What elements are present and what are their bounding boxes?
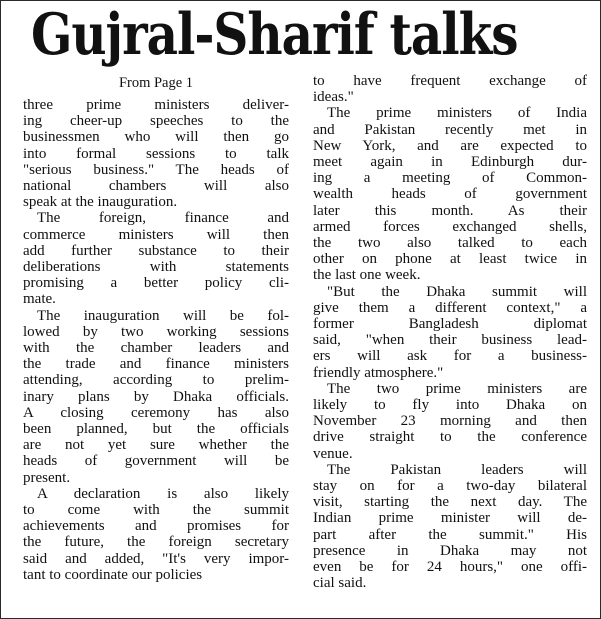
text-line: the last one week. <box>313 267 421 284</box>
text-line: presence in Dhaka may not <box>313 542 587 559</box>
text-line: cial said. <box>313 575 367 592</box>
text-line: The Pakistan leaders will <box>327 461 587 478</box>
text-line: stay on for a two-day bilateral <box>313 478 587 495</box>
text-line: former Bangladesh diplomat <box>313 316 587 333</box>
article-paragraph <box>23 486 289 583</box>
article-paragraph <box>23 97 289 210</box>
text-line: friendly atmosphere." <box>313 364 444 381</box>
text-line: The two prime ministers are <box>327 380 587 397</box>
text-line: wealth heads of government <box>313 186 587 203</box>
text-line: ing cheer-up speeches to the <box>23 113 289 130</box>
text-line: even be for 24 hours," one offi- <box>313 559 587 576</box>
text-line: deliberations with statements <box>23 259 289 276</box>
text-line: inary plans by Dhaka officials. <box>23 388 289 405</box>
text-line: with the chamber leaders and <box>23 340 289 357</box>
text-line: heads of government will be <box>23 453 289 470</box>
text-line: to come with the summit <box>23 502 289 519</box>
text-line: to have frequent exchange of <box>313 73 587 89</box>
continued-from-label: From Page 1 <box>118 75 194 91</box>
text-line: present. <box>23 469 71 486</box>
text-line: speak at the inauguration. <box>23 194 178 211</box>
text-line: The inauguration will be fol- <box>37 307 289 324</box>
article-paragraph <box>23 210 289 307</box>
text-line: "serious business." The heads of <box>23 161 289 178</box>
text-line: meet again in Edinburgh dur- <box>313 154 587 171</box>
article-column-left <box>23 73 289 583</box>
text-line: been planned, but the officials <box>23 421 289 438</box>
text-line: national chambers will also <box>23 178 289 195</box>
text-line: Indian prime minister will de- <box>313 510 587 527</box>
text-line: The prime ministers of India <box>327 105 587 122</box>
text-line: ing a meeting of Common- <box>313 170 587 187</box>
text-line: promising a better policy cli- <box>23 275 289 292</box>
text-line: are not yet sure whether the <box>23 437 289 454</box>
article-paragraph <box>23 308 289 486</box>
text-line: and Pakistan recently met in <box>313 121 587 138</box>
headline: Gujral-Sharif talks <box>31 1 518 68</box>
text-line: businessmen who will then go <box>23 129 289 146</box>
text-line: A closing ceremony has also <box>23 404 289 421</box>
text-line: venue. <box>313 445 353 462</box>
text-line: drive straight to the conference <box>313 429 587 446</box>
text-line: "But the Dhaka summit will <box>327 283 587 300</box>
text-line: the future, the foreign secretary <box>23 534 289 551</box>
text-line: A declaration is also likely <box>37 485 289 502</box>
text-line: mate. <box>23 291 56 308</box>
text-line: lowed by two working sessions <box>23 323 289 340</box>
text-line: attending, according to prelim- <box>23 372 289 389</box>
text-line: The foreign, finance and <box>37 210 289 227</box>
text-line: other on phone at least twice in <box>313 251 587 268</box>
text-line: New York, and are expected to <box>313 137 587 154</box>
text-line: add further substance to their <box>23 242 289 259</box>
text-line: armed forces exchanged shells, <box>313 218 587 235</box>
article-paragraph <box>313 381 587 462</box>
text-line: the trade and finance ministers <box>23 356 289 373</box>
text-line: said and added, "It's very impor- <box>23 550 289 567</box>
text-line: ers will ask for a business- <box>313 348 587 365</box>
text-line: tant to coordinate our policies <box>23 566 203 583</box>
text-line: into formal sessions to talk <box>23 145 289 162</box>
text-line: part after the summit." His <box>313 526 587 543</box>
article-paragraph <box>313 462 587 592</box>
article-paragraph <box>313 73 587 105</box>
text-line: three prime ministers deliver- <box>23 97 289 113</box>
text-line: later this month. As their <box>313 202 587 219</box>
article-paragraph <box>313 284 587 381</box>
text-line: achievements and promises for <box>23 518 289 535</box>
text-line: give them a different context," a <box>313 299 587 316</box>
text-line: ideas." <box>313 89 354 106</box>
text-line: the two also talked to each <box>313 235 587 252</box>
text-line: November 23 morning and then <box>313 413 587 430</box>
text-line: commerce ministers will then <box>23 226 289 243</box>
article-column-right <box>313 73 587 592</box>
text-line: visit, starting the next day. The <box>313 494 587 511</box>
text-line: said, "when their business lead- <box>313 332 587 349</box>
article-paragraph <box>313 105 587 283</box>
text-line: likely to fly into Dhaka on <box>313 397 587 414</box>
